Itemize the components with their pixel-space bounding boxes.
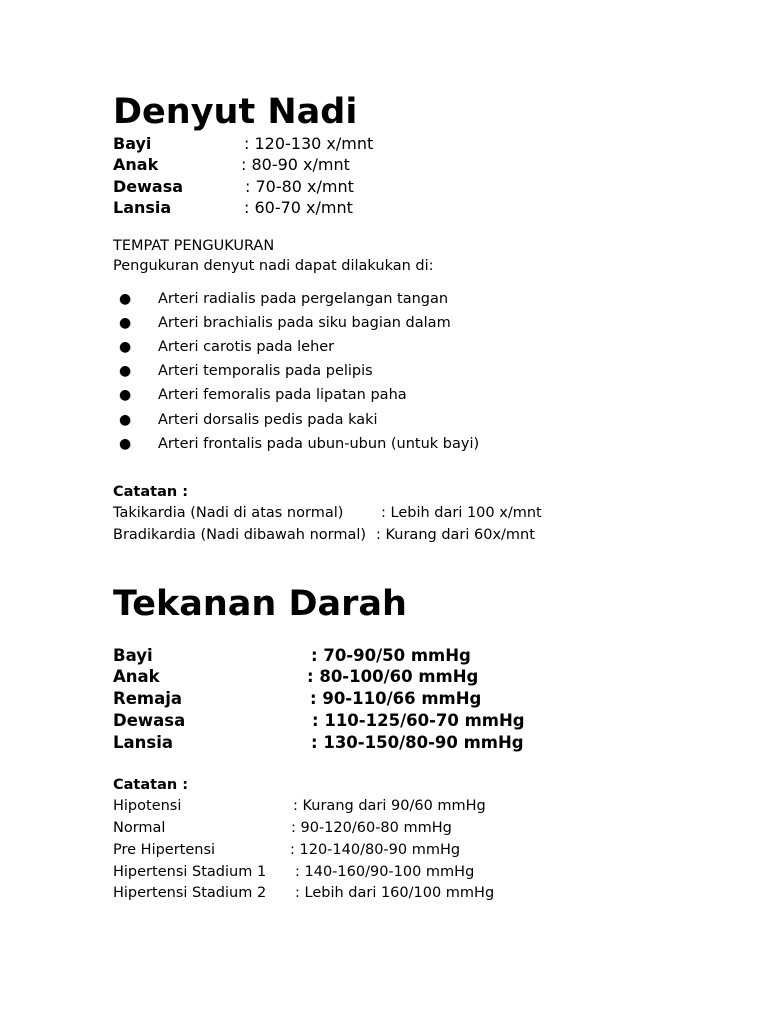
bp-note-heading: Catatan :: [113, 777, 189, 793]
bp-row-value: : 80-100/60 mmHg: [307, 667, 479, 686]
bullet-icon: ●: [119, 363, 132, 379]
pulse-note-heading: Catatan :: [113, 484, 189, 500]
pulse-row-label: Anak: [113, 155, 159, 174]
bp-row-remaja: [113, 689, 482, 708]
pulse-place-intro: Pengukuran denyut nadi dapat dilakukan di:: [113, 258, 434, 274]
pulse-row-value: : 120-130 x/mnt: [244, 134, 374, 153]
pulse-row-label: Dewasa: [113, 177, 184, 196]
bullet-icon: ●: [119, 291, 132, 307]
note-label: Normal: [113, 820, 166, 836]
note-label: Bradikardia (Nadi dibawah normal): [113, 527, 367, 543]
bp-row-value: : 110-125/60-70 mmHg: [312, 711, 525, 730]
bp-row-lansia: [113, 733, 524, 752]
note-label: Pre Hipertensi: [113, 842, 216, 858]
note-label: Hipertensi Stadium 1: [113, 864, 267, 880]
bp-row-label: Remaja: [113, 689, 183, 708]
blood-pressure-title: Tekanan Darah: [113, 584, 407, 624]
note-value: : 140-160/90-100 mmHg: [295, 864, 475, 880]
pulse-row-value: : 70-80 x/mnt: [245, 177, 354, 196]
note-value: : Kurang dari 60x/mnt: [376, 527, 535, 543]
note-value: : Kurang dari 90/60 mmHg: [293, 798, 486, 814]
pulse-row-dewasa: [113, 177, 354, 196]
bp-row-label: Dewasa: [113, 711, 186, 730]
note-label: Hipotensi: [113, 798, 182, 814]
bp-note-normal: [113, 820, 452, 836]
bp-row-bayi: [113, 646, 471, 665]
bullet-icon: ●: [119, 387, 132, 403]
note-label: Hipertensi Stadium 2: [113, 885, 267, 901]
bp-note-hipertensi-1: [113, 864, 475, 880]
pulse-row-anak: [113, 155, 350, 174]
note-label: Takikardia (Nadi di atas normal): [113, 505, 344, 521]
pulse-row-value: : 80-90 x/mnt: [241, 155, 350, 174]
bullet-icon: ●: [119, 412, 132, 428]
bp-row-value: : 90-110/66 mmHg: [310, 689, 482, 708]
bp-row-label: Anak: [113, 667, 160, 686]
pulse-row-label: Lansia: [113, 198, 172, 217]
bp-row-label: Lansia: [113, 733, 174, 752]
pulse-row-bayi: [113, 134, 374, 153]
bullet-icon: ●: [119, 436, 132, 452]
pulse-row-value: : 60-70 x/mnt: [244, 198, 353, 217]
bp-row-value: : 70-90/50 mmHg: [311, 646, 471, 665]
bp-row-label: Bayi: [113, 646, 153, 665]
pulse-note-bradikardia: [113, 527, 535, 543]
pulse-place-heading: TEMPAT PENGUKURAN: [113, 238, 275, 254]
note-value: : Lebih dari 100 x/mnt: [381, 505, 542, 521]
note-value: : 120-140/80-90 mmHg: [290, 842, 461, 858]
pulse-title: Denyut Nadi: [113, 92, 358, 132]
bp-row-value: : 130-150/80-90 mmHg: [311, 733, 524, 752]
pulse-row-label: Bayi: [113, 134, 152, 153]
bp-note-pre-hipertensi: [113, 842, 461, 858]
bp-row-dewasa: [113, 711, 525, 730]
bullet-icon: ●: [119, 339, 132, 355]
pulse-row-lansia: [113, 198, 353, 217]
bp-row-anak: [113, 667, 479, 686]
pulse-note-takikardia: [113, 505, 542, 521]
bp-note-hipotensi: [113, 798, 486, 814]
note-value: : 90-120/60-80 mmHg: [291, 820, 452, 836]
bullet-icon: ●: [119, 315, 132, 331]
bp-note-hipertensi-2: [113, 885, 495, 901]
note-value: : Lebih dari 160/100 mmHg: [295, 885, 495, 901]
